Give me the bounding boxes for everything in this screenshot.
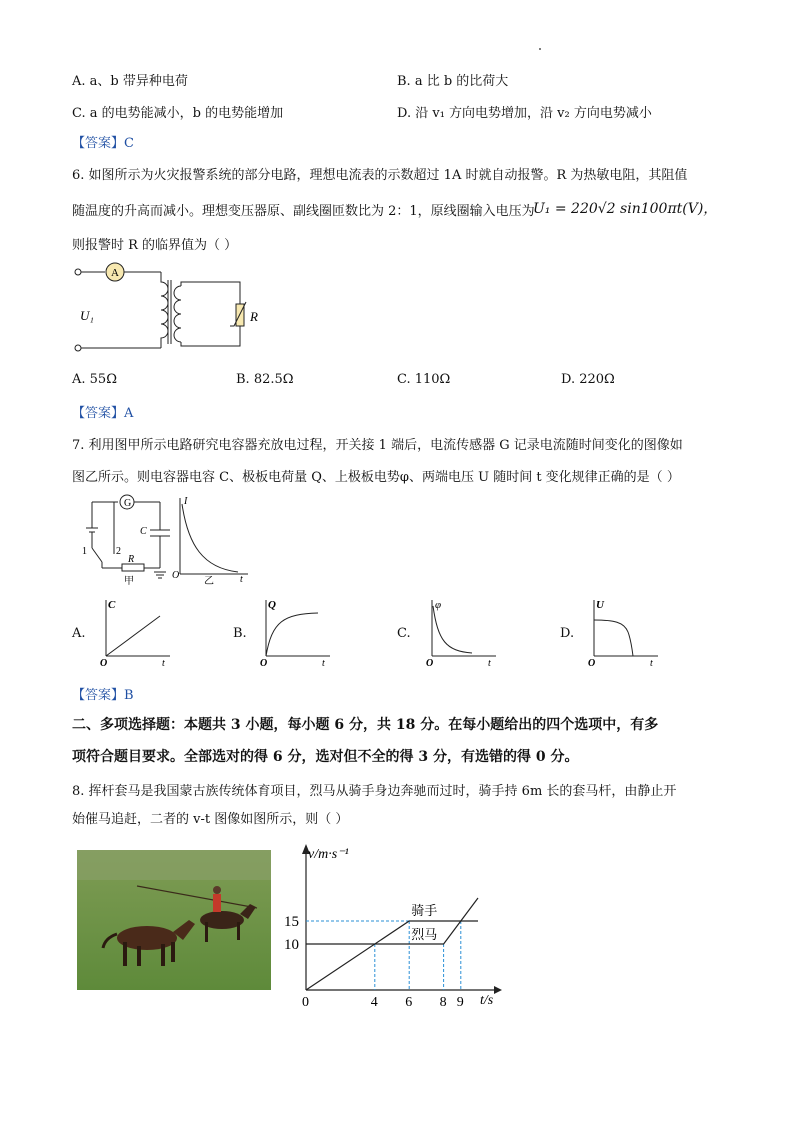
q8-vt-chart [282, 840, 504, 1010]
q7-option-a-t: t [162, 658, 165, 668]
q6-ammeter-label: A [111, 267, 119, 279]
q7-option-c-t: t [488, 658, 491, 668]
q8-line2: 始催马追赶，二者的 v-t 图像如图所示，则（ ） [72, 812, 349, 827]
q5-option-a: A. a、b 带异种电荷 [72, 74, 188, 89]
q7-option-d-t: t [650, 658, 653, 668]
q7-option-b-origin: O [260, 658, 268, 668]
q6-option-d: D. 220Ω [561, 372, 615, 387]
q7-switch-1-label: 1 [82, 546, 87, 557]
q6-answer: 【答案】A [72, 406, 134, 421]
q6-option-b: B. 82.5Ω [236, 372, 294, 387]
y-axis-label: v/m·s⁻¹ [308, 847, 349, 862]
q7-option-b-ylabel: Q [268, 599, 276, 611]
q7-option-b-graph [256, 596, 336, 668]
q5-option-c: C. a 的电势能减小，b 的电势能增加 [72, 106, 284, 121]
y-tick-label-10: 10 [284, 937, 299, 953]
q7-option-d-letter: D. [560, 626, 575, 641]
section2-heading-line2: 项符合题目要求。全部选对的得 6 分，选对但不全的得 3 分，有选错的得 0 分。 [72, 749, 579, 765]
q7-option-c-graph [422, 596, 502, 668]
q5-option-b: B. a 比 b 的比荷大 [397, 74, 509, 89]
q7-g-label: G [124, 498, 132, 509]
q6-r-label: R [250, 309, 258, 324]
q7-option-a-letter: A. [72, 626, 86, 641]
x-axis-arrow [494, 986, 502, 994]
series-label-horse: 烈马 [411, 927, 438, 942]
q7-circuit-figure [78, 490, 254, 586]
q5-answer: 【答案】C [72, 136, 134, 151]
q7-answer: 【答案】B [72, 688, 134, 703]
q7-option-b-t: t [322, 658, 325, 668]
q6-line1: 6. 如图所示为火灾报警系统的部分电路，理想电流表的示数超过 1A 时就自动报警。R 为热敏电阻，其阻值 [72, 168, 688, 183]
q6-line3: 则报警时 R 的临界值为（ ） [72, 238, 238, 253]
q6-option-c: C. 110Ω [397, 372, 451, 387]
q7-option-a-origin: O [100, 658, 108, 668]
q7-option-a-graph [96, 596, 176, 668]
q7-line1: 7. 利用图甲所示电路研究电容器充放电过程，开关接 1 端后，电流传感器 G 记录电流随时间变化的图像如 [72, 438, 683, 453]
q6-formula: U₁ = 220√2 sin100πt(V)， [533, 201, 718, 217]
section2-heading-line1: 二、多项选择题：本题共 3 小题，每小题 6 分，共 18 分。在每小题给出的四个选项中，有多 [72, 717, 659, 733]
q6-transformer-figure [68, 262, 258, 358]
x-tick-label-4: 4 [370, 995, 378, 1010]
q7-option-c-letter: C. [397, 626, 411, 641]
q7-t-axis-label: t [240, 574, 243, 585]
q7-i-axis-label: I [184, 496, 188, 507]
x-tick-label-6: 6 [405, 995, 413, 1010]
horse-lasso-photo [77, 850, 271, 990]
q8-line1: 8. 挥杆套马是我国蒙古族传统体育项目，烈马从骑手身边奔驰而过时，骑手持 6m 长的套马杆，由静止开 [72, 784, 677, 799]
q7-option-d-graph [584, 596, 664, 668]
q6-u1-label: U₁ [80, 308, 94, 323]
q7-jia-label: 甲 [124, 576, 134, 586]
q7-line2: 图乙所示。则电容器电容 C、极板电荷量 Q、上极板电势φ、两端电压 U 随时间 t 变化规律正确的是（ ） [72, 470, 680, 485]
q7-r-label: R [128, 554, 135, 565]
q7-yi-label: 乙 [204, 576, 214, 586]
x-tick-label-8: 8 [439, 995, 447, 1010]
x-tick-label-9: 9 [456, 995, 464, 1010]
x-tick-label-0: 0 [302, 995, 309, 1010]
q7-option-b-letter: B. [233, 626, 247, 641]
y-tick-label-15: 15 [284, 914, 299, 930]
q7-origin-label: O [172, 570, 180, 581]
q7-option-d-ylabel: U [596, 599, 604, 611]
q7-switch-2-label: 2 [116, 546, 121, 557]
x-axis-label: t/s [480, 993, 494, 1008]
q7-option-c-ylabel: φ [435, 599, 442, 611]
q6-line2: 随温度的升高而减小。理想变压器原、副线圈匝数比为 2：1，原线圈输入电压为 [72, 204, 535, 219]
q7-c-label: C [140, 526, 147, 537]
q5-option-d: D. 沿 v₁ 方向电势增加，沿 v₂ 方向电势减小 [397, 106, 652, 121]
q7-option-d-origin: O [588, 658, 596, 668]
q6-option-a: A. 55Ω [72, 372, 117, 387]
q7-option-a-ylabel: C [108, 599, 116, 611]
series-label-rider: 骑手 [411, 903, 438, 918]
q7-option-c-origin: O [426, 658, 434, 668]
scan-dot [539, 48, 541, 50]
series-line-rider [306, 921, 478, 990]
